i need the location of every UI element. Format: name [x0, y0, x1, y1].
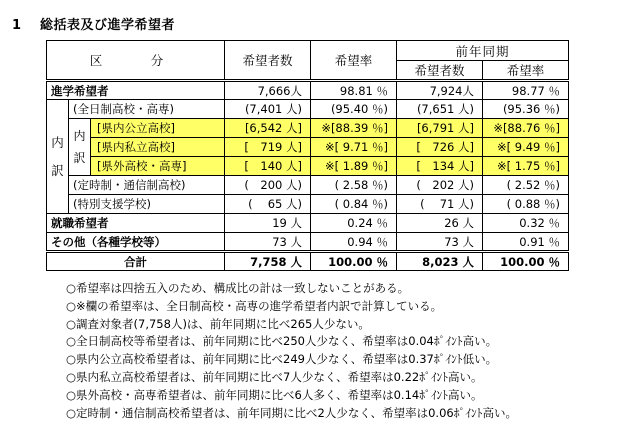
table-row: [47, 81, 569, 100]
table-row: [47, 119, 569, 138]
rate-cell: ( 0.84 ％): [311, 195, 397, 214]
prev-rate-cell: 100.00 ％: [483, 252, 569, 271]
prev-rate-cell: ※[ 9.49 ％]: [483, 138, 569, 157]
row-label: (定時制・通信制高校): [69, 176, 225, 195]
note-item: ○希望率は四捨五入のため、構成比の計は一致しないことがある。: [66, 281, 410, 295]
row-label: (全日制高校・高専): [69, 100, 225, 119]
table-row: [47, 195, 569, 214]
prev-count-cell: [6,791 人]: [397, 119, 483, 138]
row-label: (特別支援学校): [69, 195, 225, 214]
count-cell: [ 140 人]: [225, 157, 311, 176]
count-cell: 7,758 人: [225, 252, 311, 271]
prev-rate-cell: ( 2.52 ％): [483, 176, 569, 195]
prev-rate-cell: (95.36 ％): [483, 100, 569, 119]
count-cell: 19 人: [225, 214, 311, 233]
prev-rate-cell: 0.91 ％: [483, 233, 569, 252]
note-item: ○県内公立高校希望者は、前年同期に比べ249人少なく、希望率は0.37ﾎﾟｲﾝﾄ低い。: [66, 352, 498, 367]
rate-cell: ※[ 1.89 ％]: [311, 157, 397, 176]
section-heading: [12, 14, 175, 33]
prev-count-cell: 8,023 人: [397, 252, 483, 271]
rate-cell: 0.94 ％: [311, 233, 397, 252]
prev-count-cell: 73 人: [397, 233, 483, 252]
note-item: ○県外高校・高専希望者は、前年同期に比べ6人多く、希望率は0.14ﾎﾟｲﾝﾄ高い。: [66, 387, 483, 402]
rate-cell: 100.00 ％: [311, 252, 397, 271]
section-title: 総括表及び進学希望者: [40, 18, 176, 33]
prev-count-cell: 26 人: [397, 214, 483, 233]
section-number: 1: [12, 18, 22, 33]
notes-list: [66, 280, 517, 422]
rate-cell: 0.24 ％: [311, 214, 397, 233]
row-label: 進学希望者: [47, 81, 225, 100]
count-cell: ( 65 人): [225, 195, 311, 214]
rate-cell: 98.81 ％: [311, 81, 397, 100]
count-cell: ( 200 人): [225, 176, 311, 195]
prev-count-cell: 7,924人: [397, 81, 483, 100]
count-cell: (7,401 人): [225, 100, 311, 119]
prev-rate-cell: ※[88.76 ％]: [483, 119, 569, 138]
header-prev-rate: 希望率: [483, 61, 569, 81]
row-label: [県外高校・高専]: [91, 157, 225, 176]
header-count: 希望者数: [225, 41, 311, 81]
prev-rate-cell: 0.32 ％: [483, 214, 569, 233]
header-prev-count: 希望者数: [397, 61, 483, 81]
prev-rate-cell: ※[ 1.75 ％]: [483, 157, 569, 176]
note-item: ○※欄の希望率は、全日制高校・高専の進学希望者内訳で計算している。: [66, 298, 443, 313]
side-label-uchiwake-inner: 内訳: [69, 119, 91, 176]
table-row: [47, 157, 569, 176]
table-row: [47, 138, 569, 157]
count-cell: [ 719 人]: [225, 138, 311, 157]
row-label: 就職希望者: [47, 214, 225, 233]
rate-cell: ※[ 9.71 ％]: [311, 138, 397, 157]
row-label: [県内公立高校]: [91, 119, 225, 138]
table-row: [47, 233, 569, 252]
prev-count-cell: [ 134 人]: [397, 157, 483, 176]
rate-cell: ※[88.39 ％]: [311, 119, 397, 138]
prev-rate-cell: 98.77 ％: [483, 81, 569, 100]
note-item: ○全日制高校等希望者は、前年同期に比べ250人少なく、希望率は0.04ﾎﾟｲﾝﾄ高い。: [66, 334, 498, 349]
count-cell: [6,542 人]: [225, 119, 311, 138]
prev-count-cell: ( 202 人): [397, 176, 483, 195]
note-item: ○調査対象者(7,758人)は、前年同期に比べ265人少ない。: [66, 316, 370, 331]
rate-cell: ( 2.58 ％): [311, 176, 397, 195]
row-label: 合計: [47, 252, 225, 271]
row-label: [県内私立高校]: [91, 138, 225, 157]
count-cell: 7,666人: [225, 81, 311, 100]
note-item: ○定時制・通信制高校希望者は、前年同期に比べ2人少なく、希望率は0.06ﾎﾟｲﾝﾄ高い。: [66, 405, 517, 420]
prev-count-cell: [ 726 人]: [397, 138, 483, 157]
note-item: ○県内私立高校希望者は、前年同期に比べ7人少なく、希望率は0.22ﾎﾟｲﾝﾄ高い。: [66, 369, 483, 384]
rate-cell: (95.40 ％): [311, 100, 397, 119]
table-row: [47, 214, 569, 233]
row-label: その他（各種学校等）: [47, 233, 225, 252]
table-row-total: [47, 252, 569, 271]
header-prev-year: 前年同期: [397, 41, 569, 61]
prev-count-cell: (7,651 人): [397, 100, 483, 119]
side-label-uchiwake: 内訳: [47, 100, 69, 214]
header-kubun: 区 分: [47, 41, 225, 81]
prev-rate-cell: ( 0.88 ％): [483, 195, 569, 214]
prev-count-cell: ( 71 人): [397, 195, 483, 214]
count-cell: 73 人: [225, 233, 311, 252]
table-row: [47, 176, 569, 195]
table-row: [47, 100, 569, 119]
header-rate: 希望率: [311, 41, 397, 81]
summary-table: [46, 40, 569, 271]
